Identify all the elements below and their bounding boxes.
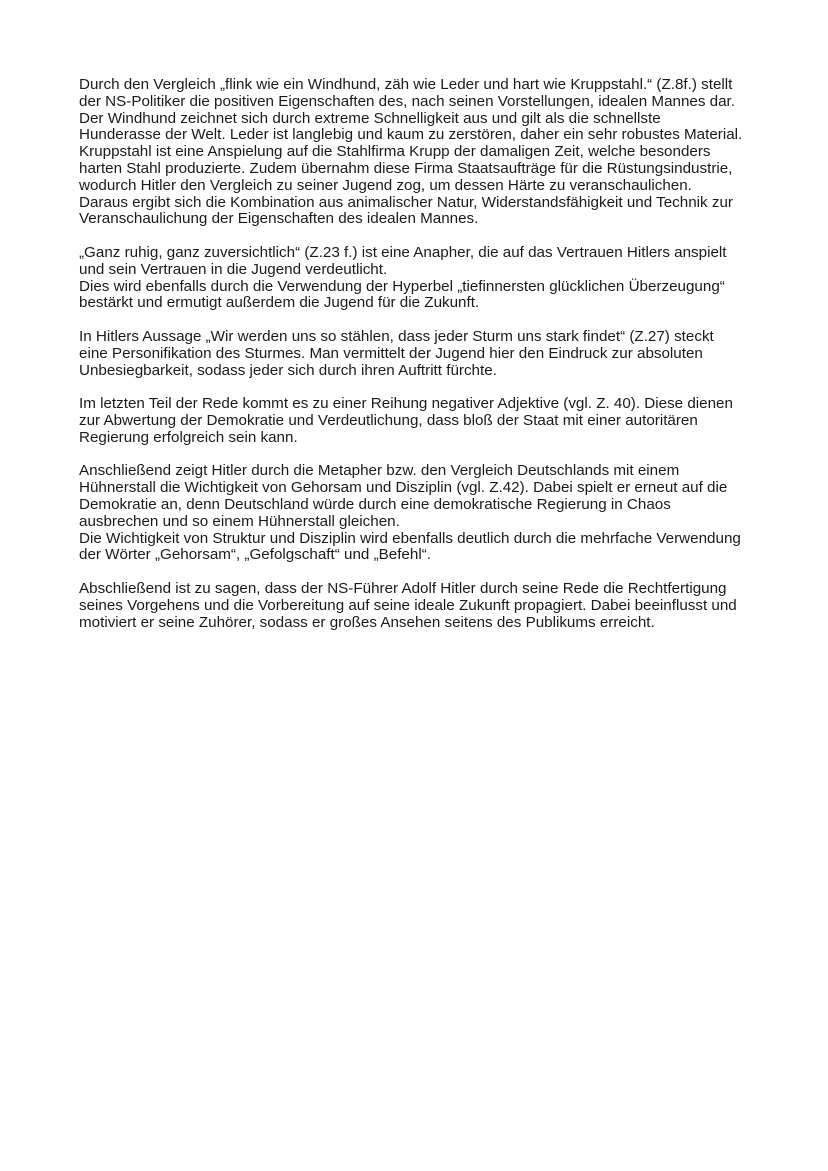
text-line: der NS-Politiker die positiven Eigenschaften des, nach seinen Vorstellungen, idealen Mannes dar.: [79, 92, 735, 110]
text-line: bestärkt und ermutigt außerdem die Jugend für die Zukunft.: [79, 294, 480, 312]
text-line: Durch den Vergleich „flink wie ein Windhund, zäh wie Leder und hart wie Kruppstahl.“ (Z.8f.) stellt: [79, 76, 733, 93]
document-page: [79, 77, 759, 648]
text-line: Unbesiegbarkeit, sodass jeder sich durch ihren Auftritt fürchte.: [79, 361, 497, 379]
text-line: eine Personifikation des Sturmes. Man vermittelt der Jugend hier den Eindruck zur absoluten: [79, 344, 703, 362]
text-line: Die Wichtigkeit von Struktur und Disziplin wird ebenfalls deutlich durch die mehrfache Verwendung: [79, 529, 741, 547]
text-line: motiviert er seine Zuhörer, sodass er großes Ansehen seitens des Publikums erreicht.: [79, 613, 655, 631]
text-line: Hühnerstall die Wichtigkeit von Gehorsam und Disziplin (vgl. Z.42). Dabei spielt er erneut auf die: [79, 479, 728, 497]
text-line: Dies wird ebenfalls durch die Verwendung der Hyperbel „tiefinnersten glücklichen Überzeugung“: [79, 277, 725, 295]
paragraph-metaphor-analysis: [79, 463, 759, 564]
text-line: Daraus ergibt sich die Kombination aus animalischer Natur, Widerstandsfähigkeit und Technik zur: [79, 193, 733, 211]
text-line: Kruppstahl ist eine Anspielung auf die Stahlfirma Krupp der damaligen Zeit, welche besonders: [79, 143, 711, 161]
text-line: harten Stahl produzierte. Zudem übernahm diese Firma Staatsaufträge für die Rüstungsindustrie,: [79, 159, 733, 177]
text-line: Abschließend ist zu sagen, dass der NS-Führer Adolf Hitler durch seine Rede die Rechtfertigung: [79, 579, 727, 597]
text-line: Im letzten Teil der Rede kommt es zu einer Reihung negativer Adjektive (vgl. Z. 40). Diese dienen: [79, 395, 733, 413]
paragraph-adjective-analysis: [79, 396, 759, 446]
text-line: Anschließend zeigt Hitler durch die Metapher bzw. den Vergleich Deutschlands mit einem: [79, 462, 680, 480]
text-line: In Hitlers Aussage „Wir werden uns so stählen, dass jeder Sturm uns stark findet“ (Z.27) steckt: [79, 327, 714, 345]
text-line: ausbrechen und so einem Hühnerstall gleichen.: [79, 512, 400, 530]
text-line: Veranschaulichung der Eigenschaften des idealen Mannes.: [79, 210, 479, 228]
text-line: der Wörter „Gehorsam“, „Gefolgschaft“ und „Befehl“.: [79, 546, 431, 564]
text-line: zur Abwertung der Demokratie und Verdeutlichung, dass bloß der Staat mit einer autoritären: [79, 411, 698, 429]
paragraph-comparison-analysis: [79, 77, 759, 228]
text-line: Demokratie an, denn Deutschland würde durch eine demokratische Regierung in Chaos: [79, 495, 671, 513]
text-line: und sein Vertrauen in die Jugend verdeutlicht.: [79, 260, 388, 278]
paragraph-personification-analysis: [79, 329, 759, 379]
text-line: Hunderasse der Welt. Leder ist langlebig und kaum zu zerstören, daher ein sehr robustes Material.: [79, 126, 743, 144]
paragraph-conclusion: [79, 581, 759, 631]
paragraph-anaphor-analysis: [79, 245, 759, 312]
text-line: Der Windhund zeichnet sich durch extreme Schnelligkeit aus und gilt als die schnellste: [79, 109, 661, 127]
text-line: wodurch Hitler den Vergleich zu seiner Jugend zog, um dessen Härte zu veranschaulichen.: [79, 176, 692, 194]
text-line: seines Vorgehens und die Vorbereitung auf seine ideale Zukunft propagiert. Dabei beeinflusst und: [79, 596, 737, 614]
text-line: „Ganz ruhig, ganz zuversichtlich“ (Z.23 f.) ist eine Anapher, die auf das Vertrauen Hitlers anspielt: [79, 243, 727, 261]
text-line: Regierung erfolgreich sein kann.: [79, 428, 298, 446]
